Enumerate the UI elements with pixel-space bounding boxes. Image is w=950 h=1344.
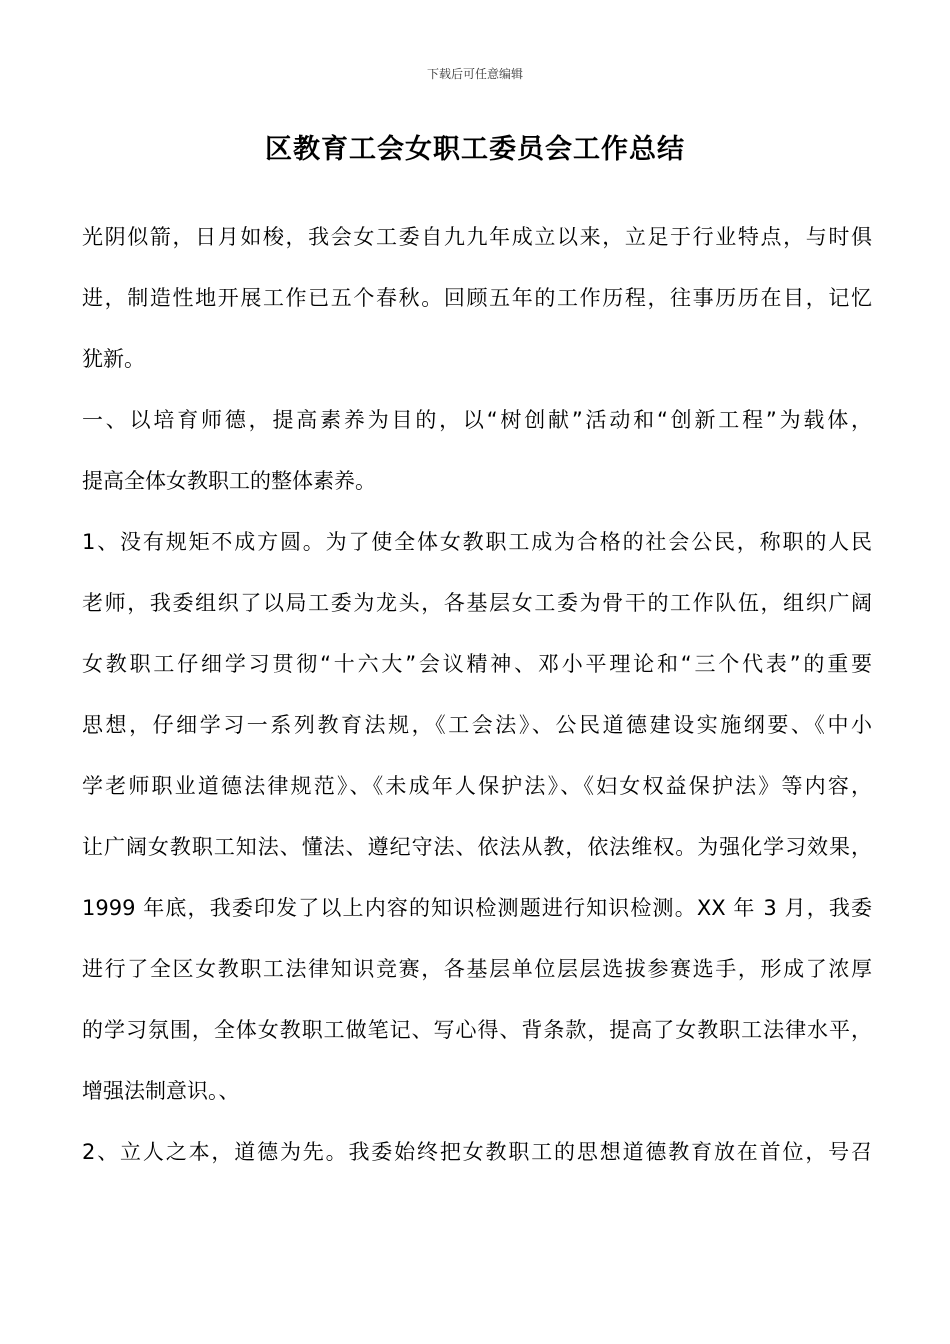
paragraph-line: 2、立人之本，道德为先。我委始终把女教职工的思想道德教育放在首位，号召 [82,1140,872,1164]
paragraph-line: 让广阔女教职工知法、懂法、遵纪守法、依法从教，依法维权。为强化学习效果， [82,835,872,859]
paragraph-line: 老师，我委组织了以局工委为龙头，各基层女工委为骨干的工作队伍，组织广阔 [82,591,872,615]
paragraph-line: 思想，仔细学习一系列教育法规，《工会法》、公民道德建设实施纲要、《中小 [82,713,872,737]
paragraph-line: 犹新。 [82,347,145,371]
paragraph-line: 光阴似箭，日月如梭，我会女工委自九九年成立以来，立足于行业特点，与时俱 [82,225,872,249]
header-note: 下载后可任意编辑 [426,67,523,81]
section-heading-line: 提高全体女教职工的整体素养。 [82,469,376,493]
paragraph-line: 进，制造性地开展工作已五个春秋。回顾五年的工作历程，往事历历在目，记忆 [82,286,872,310]
section-heading-line: 一、以培育师德，提高素养为目的，以“树创献”活动和“创新工程”为载体， [82,408,872,432]
paragraph-line: 女教职工仔细学习贯彻“十六大”会议精神、邓小平理论和“三个代表”的重要 [82,652,872,676]
paragraph-line: 学老师职业道德法律规范》、《未成年人保护法》、《妇女权益保护法》等内容， [82,774,872,798]
paragraph-line: 进行了全区女教职工法律知识竞赛，各基层单位层层选拔参赛选手，形成了浓厚 [82,957,872,981]
paragraph-line: 增强法制意识。、 [82,1079,240,1103]
document-title: 区教育工会女职工委员会工作总结 [265,134,685,165]
paragraph-line: 的学习氛围，全体女教职工做笔记、写心得、背条款，提高了女教职工法律水平， [82,1018,872,1042]
document-body [82,211,872,1187]
paragraph-line: 1、没有规矩不成方圆。为了使全体女教职工成为合格的社会公民，称职的人民 [82,530,872,554]
paragraph-line: 1999 年底，我委印发了以上内容的知识检测题进行知识检测。XX 年 3 月，我委 [82,896,872,920]
